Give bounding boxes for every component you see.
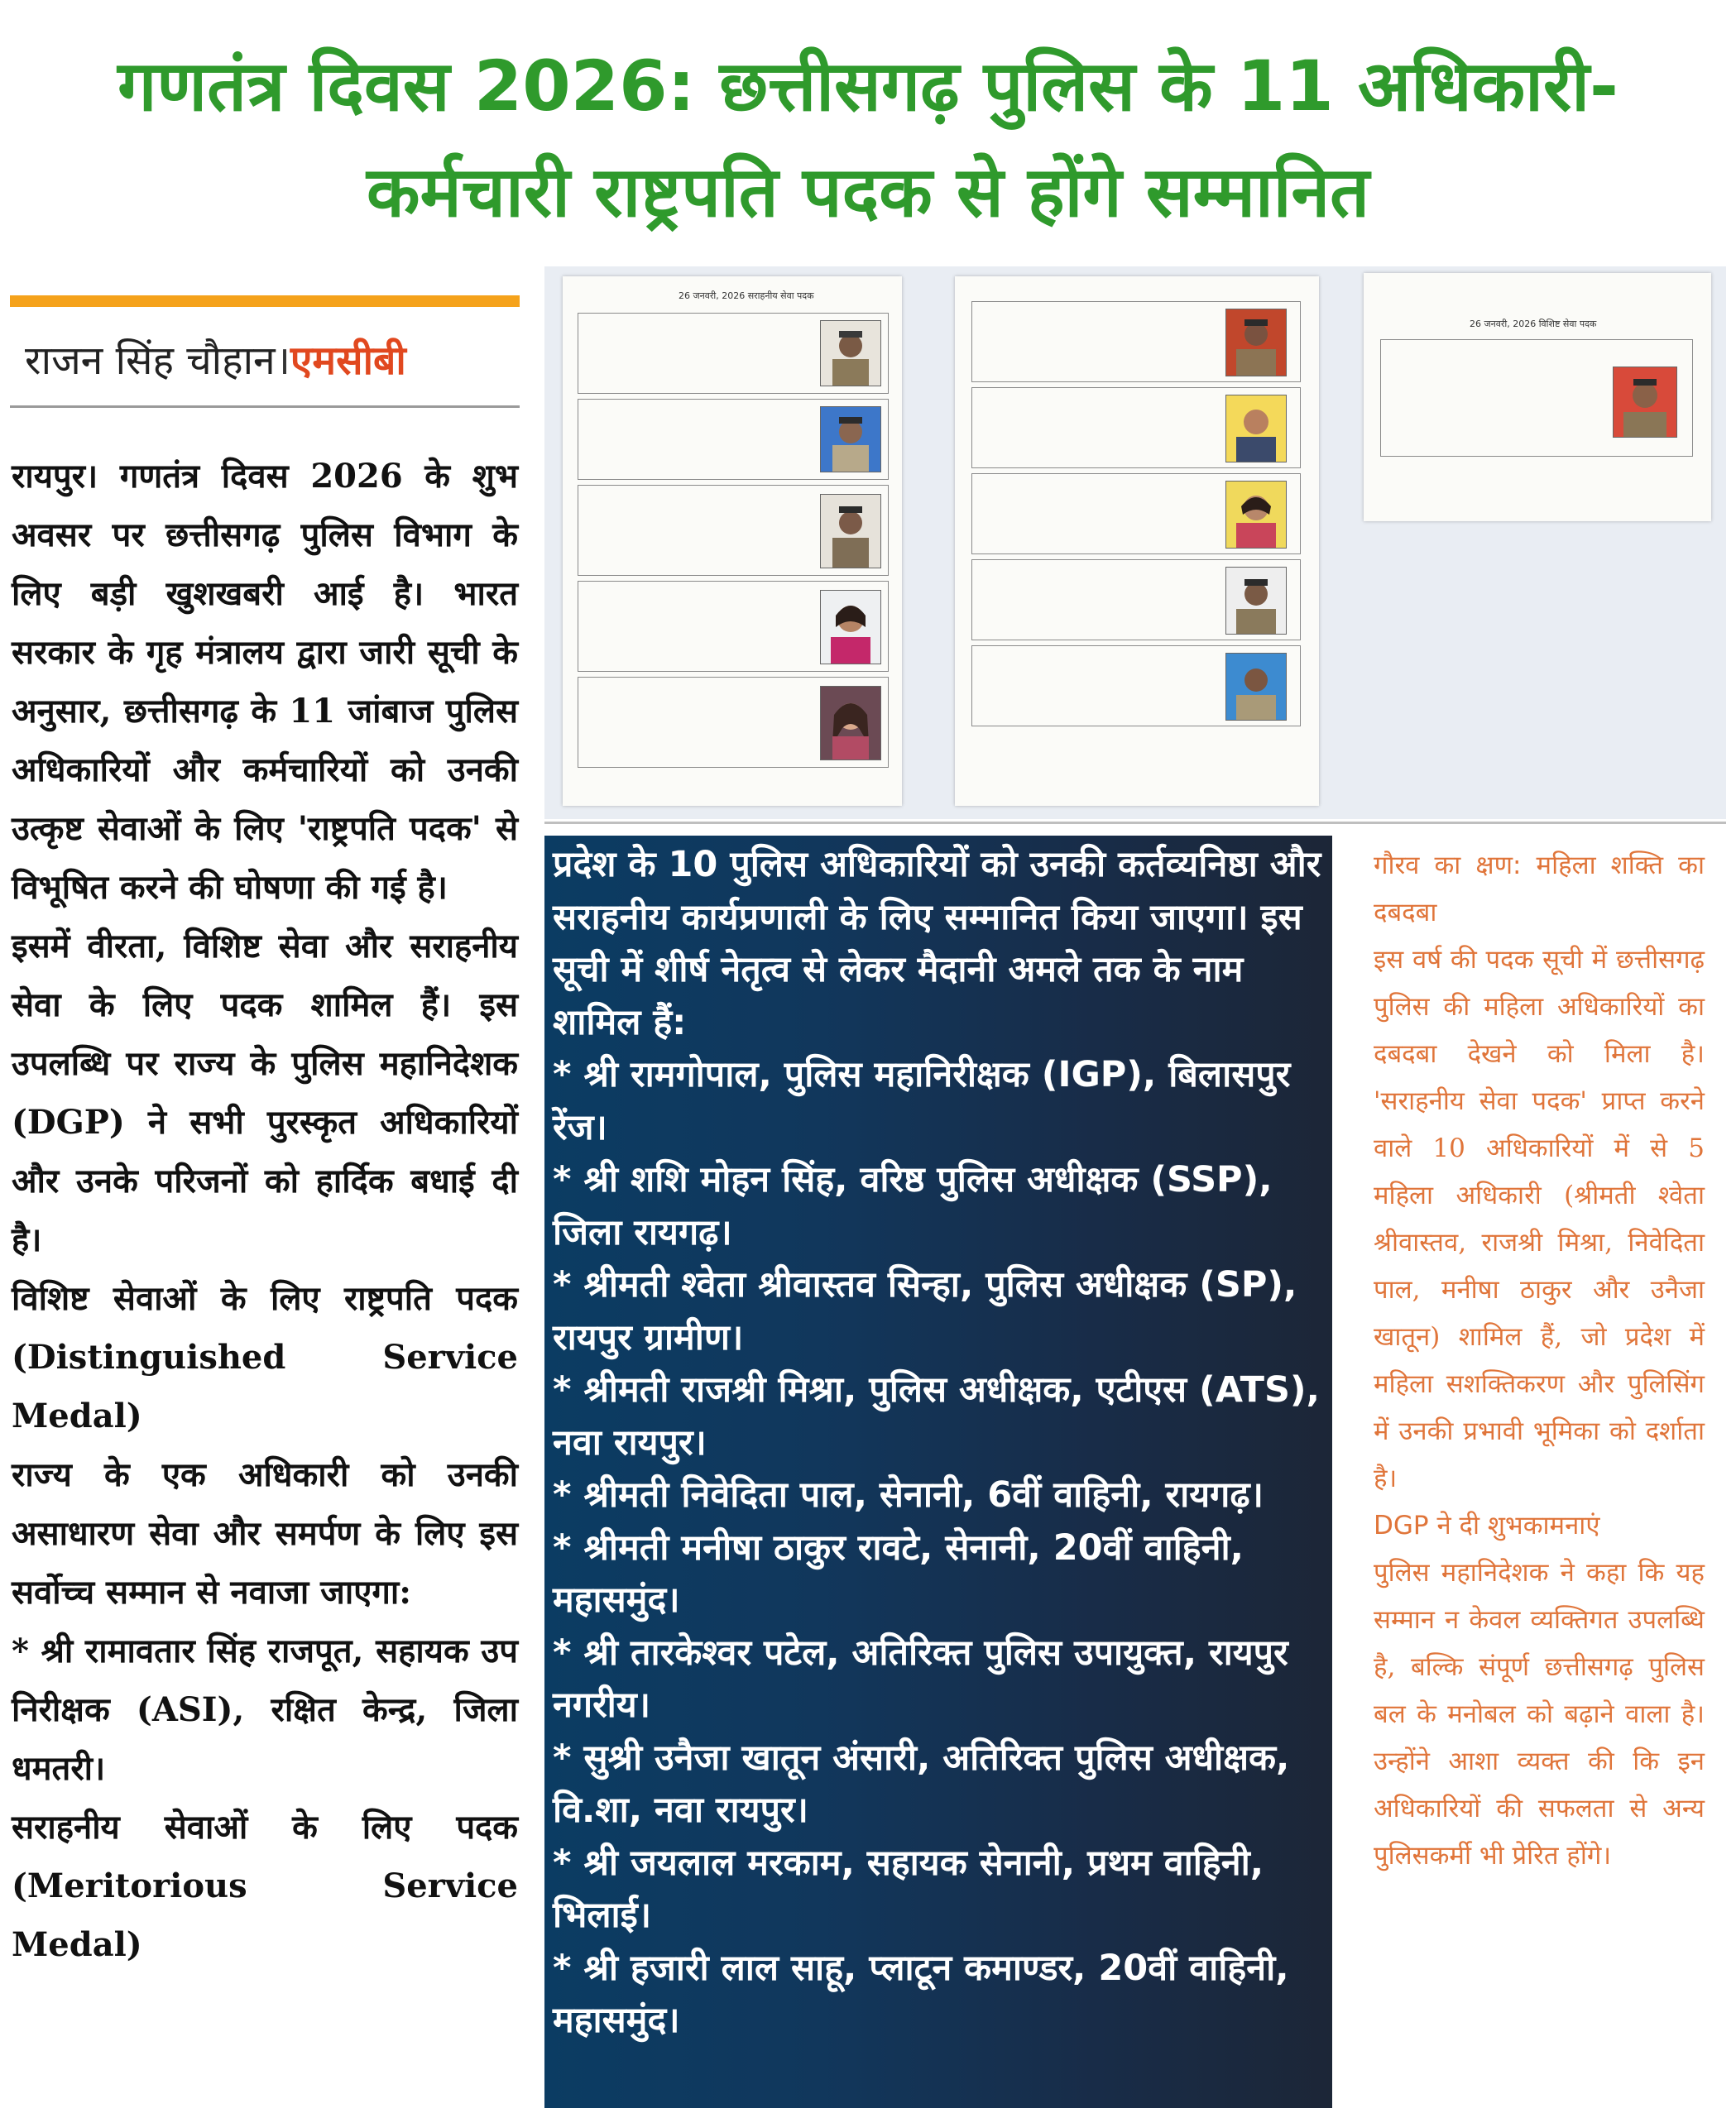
document-row [971,387,1301,468]
right-paragraph: पुलिस महानिदेशक ने कहा कि यह सम्मान न केवल व्यक्तिगत उपलब्धि है, बल्कि संपूर्ण छत्तीसगढ़ पुलिस बल के मनोबल को बढ़ाने वाला है। उन्होंने आशा व्यक्त की कि इन अधिकारियों की सफलता से अन्य पुलिसकर्मी भी प्रेरित होंगे। [1374,1558,1705,1871]
list-item: * सुश्री उनैजा खातून अंसारी, अतिरिक्त पुलिस अधीक्षक, वि.शा, नवा रायपुर। [553,1737,1290,1831]
list-item: * श्री हजारी लाल साहू, प्लाटून कमाण्डर, 20वीं वाहिनी, महासमुंद। [553,1947,1289,2041]
left-paragraph: रायपुर। गणतंत्र दिवस 2026 के शुभ अवसर पर छत्तीसगढ़ पुलिस विभाग के लिए बड़ी खुशखबरी आई है। भारत सरकार के गृह मंत्रालय द्वारा जारी सूची के अनुसार, छत्तीसगढ़ के 11 जांबाज पुलिस अधिकारियों और कर्मचारियों को उनकी उत्कृष्ट सेवाओं के लिए 'राष्ट्रपति पदक' से विभूषित करने की घोषणा की गई है। [12,457,518,907]
officer-photo [820,406,881,472]
left-paragraph: सराहनीय सेवाओं के लिए पदक (Meritorious Service Medal) [12,1808,518,1964]
list-item: * श्री रामगोपाल, पुलिस महानिरीक्षक (IGP), बिलासपुर रेंज। [553,1054,1291,1148]
officer-photo [820,590,881,664]
section-divider [544,822,1726,824]
officer-photo [1225,567,1287,635]
byline-accent-bar [10,295,520,307]
byline-place: एमसीबी [290,338,406,384]
document-page-3 [1364,273,1711,521]
document-row [971,473,1301,554]
officer-photo [820,494,881,568]
document-row [578,313,889,394]
document-row [578,677,889,768]
officer-photo [820,686,881,760]
left-column-text [12,447,518,1974]
document-page-2 [955,276,1319,806]
right-paragraph: इस वर्ष की पदक सूची में छत्तीसगढ़ पुलिस की महिला अधिकारियों का दबदबा देखने को मिला है। 'सराहनीय सेवा पदक' प्राप्त करने वाले 10 अधिकारियों में से 5 महिला अधिकारी (श्रीमती श्वेता श्रीवास्तव, राजश्री मिश्रा, निवेदिता पाल, मनीषा ठाकुर और उनैजा खातून) शामिल हैं, जो प्रदेश में महिला सशक्तिकरण और पुलिसिंग में उनकी प्रभावी भूमिका को दर्शाता है। [1374,945,1705,1493]
headline-line-2: कर्मचारी राष्ट्रपति पदक से होंगे सम्मानित [366,151,1370,232]
officer-photo [820,320,881,386]
list-item: * श्रीमती राजश्री मिश्रा, पुलिस अधीक्षक, एटीएस (ATS), नवा रायपुर। [553,1369,1320,1464]
list-item: * श्रीमती श्वेता श्रीवास्तव सिन्हा, पुलिस अधीक्षक (SP), रायपुर ग्रामीण। [553,1264,1297,1358]
officer-photo [1613,367,1677,438]
subheading-dgp-wishes: DGP ने दी शुभकामनाएं [1374,1511,1600,1541]
byline [25,333,406,386]
list-item: * श्री जयलाल मरकाम, सहायक सेनानी, प्रथम वाहिनी, भिलाई। [553,1842,1264,1936]
list-item: * श्री तारकेश्वर पटेल, अतिरिक्त पुलिस उपायुक्त, रायपुर नगरीय। [553,1632,1288,1726]
document-row [1380,339,1693,457]
left-paragraph: इसमें वीरता, विशिष्ट सेवा और सराहनीय सेवा के लिए पदक शामिल हैं। इस उपलब्धि पर राज्य के पुलिस महानिदेशक (DGP) ने सभी पुरस्कृत अधिकारियों और उनके परिजनों को हार्दिक बधाई दी है। [12,927,518,1259]
document-row [971,559,1301,640]
byline-separator: । [275,338,290,384]
subheading-women-power: गौरव का क्षण: महिला शक्ति का दबदबा [1374,851,1705,927]
document-page-1 [563,276,902,806]
document-row [578,485,889,576]
left-paragraph: विशिष्ट सेवाओं के लिए राष्ट्रपति पदक (Distinguished Service Medal) [12,1279,518,1435]
headline [33,33,1703,245]
author-name: राजन सिंह चौहान [25,338,276,384]
award-list-document-photo [544,266,1726,819]
document-row [971,645,1301,726]
officer-photo [1225,309,1287,376]
document-1-title: 26 जनवरी, 2026 सराहनीय सेवा पदक [679,290,814,301]
officer-photo [1225,481,1287,549]
document-row [578,399,889,480]
document-row [578,581,889,672]
byline-divider [10,405,520,408]
list-item: * श्रीमती निवेदिता पाल, सेनानी, 6वीं वाहिनी, रायगढ़। [553,1474,1264,1516]
meritorious-list-box [544,836,1332,2108]
document-3-title: 26 जनवरी, 2026 विशिष्ट सेवा पदक [1470,319,1597,329]
left-paragraph: राज्य के एक अधिकारी को उनकी असाधारण सेवा और समर्पण के लिए इस सर्वोच्च सम्मान से नवाजा जाएगा: [12,1455,518,1612]
box-intro: प्रदेश के 10 पुलिस अधिकारियों को उनकी कर्तव्यनिष्ठा और सराहनीय कार्यप्रणाली के लिए सम्मानित किया जाएगा। इस सूची में शीर्ष नेतृत्व से लेकर मैदानी अमले तक के नाम शामिल हैं: [553,844,1321,1043]
list-item: * श्रीमती मनीषा ठाकुर रावटे, सेनानी, 20वीं वाहिनी, महासमुंद। [553,1526,1244,1621]
headline-line-1: गणतंत्र दिवस 2026: छत्तीसगढ़ पुलिस के 11 अधिकारी- [117,46,1619,127]
right-column-text [1374,842,1705,1880]
officer-photo [1225,653,1287,721]
document-row [971,301,1301,382]
officer-photo [1225,395,1287,462]
list-item: * श्री शशि मोहन सिंह, वरिष्ठ पुलिस अधीक्षक (SSP), जिला रायगढ़। [553,1159,1273,1253]
left-paragraph: * श्री रामावतार सिंह राजपूत, सहायक उप निरीक्षक (ASI), रक्षित केन्द्र, जिला धमतरी। [12,1632,518,1788]
